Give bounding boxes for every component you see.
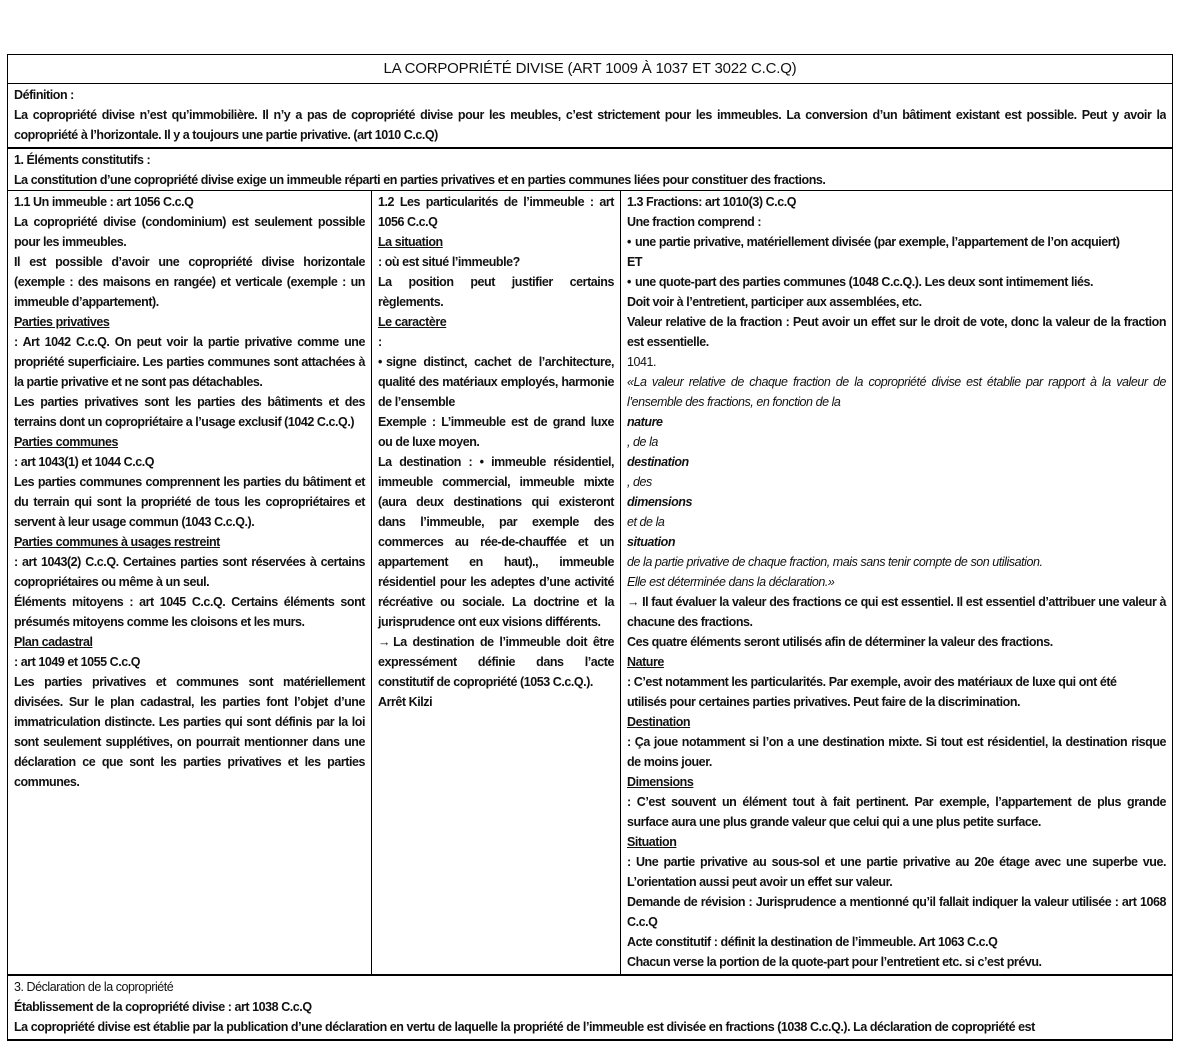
col3-nature: Nature : C’est notamment les particularités. Par exemple, avoir des matériaux de luxe qui ont été (627, 655, 1117, 689)
col2-p1: La position peut justifier certains règlements. (378, 275, 614, 309)
definition-text: La copropriété divise n’est qu’immobilière. Il n’y a pas de copropriété divise pour les meubles, c’est strictement pour les immeubles. La conversion d’un bâtiment existant est possible. Peut y avoir la copropriété à l’horizontale. Il y a toujours une partie privative. (art 1010 C.c.Q) (14, 108, 1167, 142)
col2-p6: Arrêt Kilzi (378, 695, 433, 709)
declaration-section (8, 975, 1173, 1040)
elements-heading: 1. Éléments constitutifs : (14, 153, 151, 167)
col3-quote-end: Elle est déterminée dans la déclaration.» (627, 575, 835, 589)
column-immeuble (8, 191, 372, 976)
definition-section (8, 84, 1173, 149)
col1-p6: Les parties privatives et communes sont matériellement divisées. Sur le plan cadastral, les parties font l’objet d’une immatriculation distincte. Les parties qui sont définis par la loi sont seulement supplétives, on pourrait mentionner dans une déclaration ce que sont les parties privatives et les parties communes. (14, 675, 365, 789)
col1-parties-communes: Parties communes : art 1043(1) et 1044 C.c.Q (14, 435, 155, 469)
document-page (7, 54, 1172, 1041)
declaration-sub: Établissement de la copropriété divise : art 1038 C.c.Q (14, 1000, 312, 1014)
col2-p2: • signe distinct, cachet de l’architecture, qualité des matériaux employés, harmonie de l’ensemble (378, 352, 614, 412)
col3-p5: Ces quatre éléments seront utilisés afin de déterminer la valeur des fractions. (627, 635, 1053, 649)
col3-p2: Doit voir à l’entretient, participer aux assemblées, etc. (627, 295, 922, 309)
page-title: LA CORPOPRIÉTÉ DIVISE (ART 1009 À 1037 ET 3022 C.C.Q) (8, 55, 1173, 84)
declaration-text: La copropriété divise est établie par la publication d’une déclaration en vertu de laquelle la propriété de l’immeuble est divisée en fractions (1038 C.c.Q.). La déclaration de copropriété est (14, 1020, 1035, 1034)
column-particularites (372, 191, 621, 976)
col1-heading: 1.1 Un immeuble : art 1056 C.c.Q (14, 195, 194, 209)
col3-destination: Destination : Ça joue notamment si l’on a une destination mixte. Si tout est résidentiel, la destination risque de moins jouer. (627, 715, 1167, 769)
col1-p3: Les parties privatives sont les parties des bâtiments et des terrains dont un copropriétaire a l’usage exclusif (1042 C.c.Q.) (14, 395, 365, 429)
col3-b1: • une partie privative, matériellement divisée (par exemple, l’appartement de l’on acquiert) (627, 232, 1166, 252)
col3-heading: 1.3 Fractions: art 1010(3) C.c.Q (627, 195, 797, 209)
col3-b2: • une quote-part des parties communes (1048 C.c.Q.). Les deux sont intimement liés. (627, 272, 1166, 292)
column-fractions (621, 191, 1173, 976)
elements-text: La constitution d’une copropriété divise exige un immeuble réparti en parties privatives et en parties communes liées pour constituer des fractions. (14, 173, 826, 187)
col2-heading: 1.2 Les particularités de l’immeuble : art 1056 C.c.Q (378, 195, 614, 229)
col1-usages-restreint: Parties communes à usages restreint : art 1043(2) C.c.Q. Certaines parties sont réservées à certains copropriétaires ou même à un seul. (14, 535, 365, 589)
col3-p8: Chacun verse la portion de la quote-part pour l’entretient etc. si c’est prévu. (627, 955, 1042, 969)
col3-dimensions: Dimensions : C’est souvent un élément tout à fait pertinent. Par exemple, l’appartement de plus grande surface aura une plus grande valeur que celui qui a une plus petite surface. (627, 775, 1167, 829)
declaration-heading: 3. Déclaration de la copropriété (14, 980, 174, 994)
col3-situation: Situation : Une partie privative au sous-sol et une partie privative au 20e étage avec une superbe vue. L’orientation aussi peut avoir un effet sur valeur. (627, 835, 1167, 889)
col1-p2: Il est possible d’avoir une copropriété divise horizontale (exemple : des maisons en rangée) et verticale (exemple : un immeuble d’appartement). (14, 255, 365, 309)
col2-p4: La destination : • immeuble résidentiel, immeuble commercial, immeuble mixte (aura deux destinations qui existeront dans l’immeuble, par exemple des commerces au rée-de-chauffée et un appartement en haut)., immeuble résidentiel pour les adeptes d’une activité récréative ou sociale. La doctrine et la jurisprudence ont eux visions différents. (378, 455, 614, 629)
col2-caractere: Le caractère : (378, 315, 447, 349)
col3-p6: Demande de révision : Jurisprudence a mentionné qu’il fallait indiquer la valeur utilisée : art 1068 C.c.Q (627, 895, 1167, 929)
col3-p1: Une fraction comprend : (627, 215, 762, 229)
col3-p7: Acte constitutif : définit la destination de l’immeuble. Art 1063 C.c.Q (627, 935, 998, 949)
col3-p3: Valeur relative de la fraction : Peut avoir un effet sur le droit de vote, donc la valeur de la fraction est essentielle. (627, 315, 1167, 349)
col1-p1: La copropriété divise (condominium) est seulement possible pour les immeubles. (14, 215, 365, 249)
definition-heading: Définition : (14, 88, 74, 102)
col1-p4: Les parties communes comprennent les parties du bâtiment et du terrain qui sont la propriété de tous les copropriétaires et servent à leur usage commun (1043 C.c.Q.). (14, 475, 365, 529)
col2-p5: → La destination de l’immeuble doit être expressément définie dans l’acte constitutif de copropriété (1053 C.c.Q.). (378, 632, 614, 692)
col3-nature-2: utilisés pour certaines parties privatives. Peut faire de la discrimination. (627, 695, 1021, 709)
col3-et: ET (627, 255, 643, 269)
col2-situation: La situation : où est situé l’immeuble? (378, 235, 520, 269)
elements-section (8, 148, 1173, 191)
col1-parties-privatives: Parties privatives : Art 1042 C.c.Q. On peut voir la partie privative comme une propriété superficiaire. Les parties communes sont attachées à la partie privative et ne sont pas détachables. (14, 315, 365, 389)
col1-plan-cadastral: Plan cadastral : art 1049 et 1055 C.c.Q (14, 635, 141, 669)
col2-p3: Exemple : L’immeuble est de grand luxe ou de luxe moyen. (378, 415, 614, 449)
col3-quote-1041: 1041. «La valeur relative de chaque fraction de la copropriété divise est établie par rapport à la valeur de l’ensemble des fractions, en fonction de la nature , de la destination , des dimensions et de la situation de la partie privative de chaque fraction, mais sans tenir compte de son utilisation. (627, 355, 1167, 569)
col3-p4: → Il faut évaluer la valeur des fractions ce qui est essentiel. Il est essentiel d’attribuer une valeur à chacune des fractions. (627, 592, 1166, 632)
notes-table (7, 54, 1173, 1041)
col1-p5: Éléments mitoyens : art 1045 C.c.Q. Certains éléments sont présumés mitoyens comme les cloisons et les murs. (14, 595, 365, 629)
